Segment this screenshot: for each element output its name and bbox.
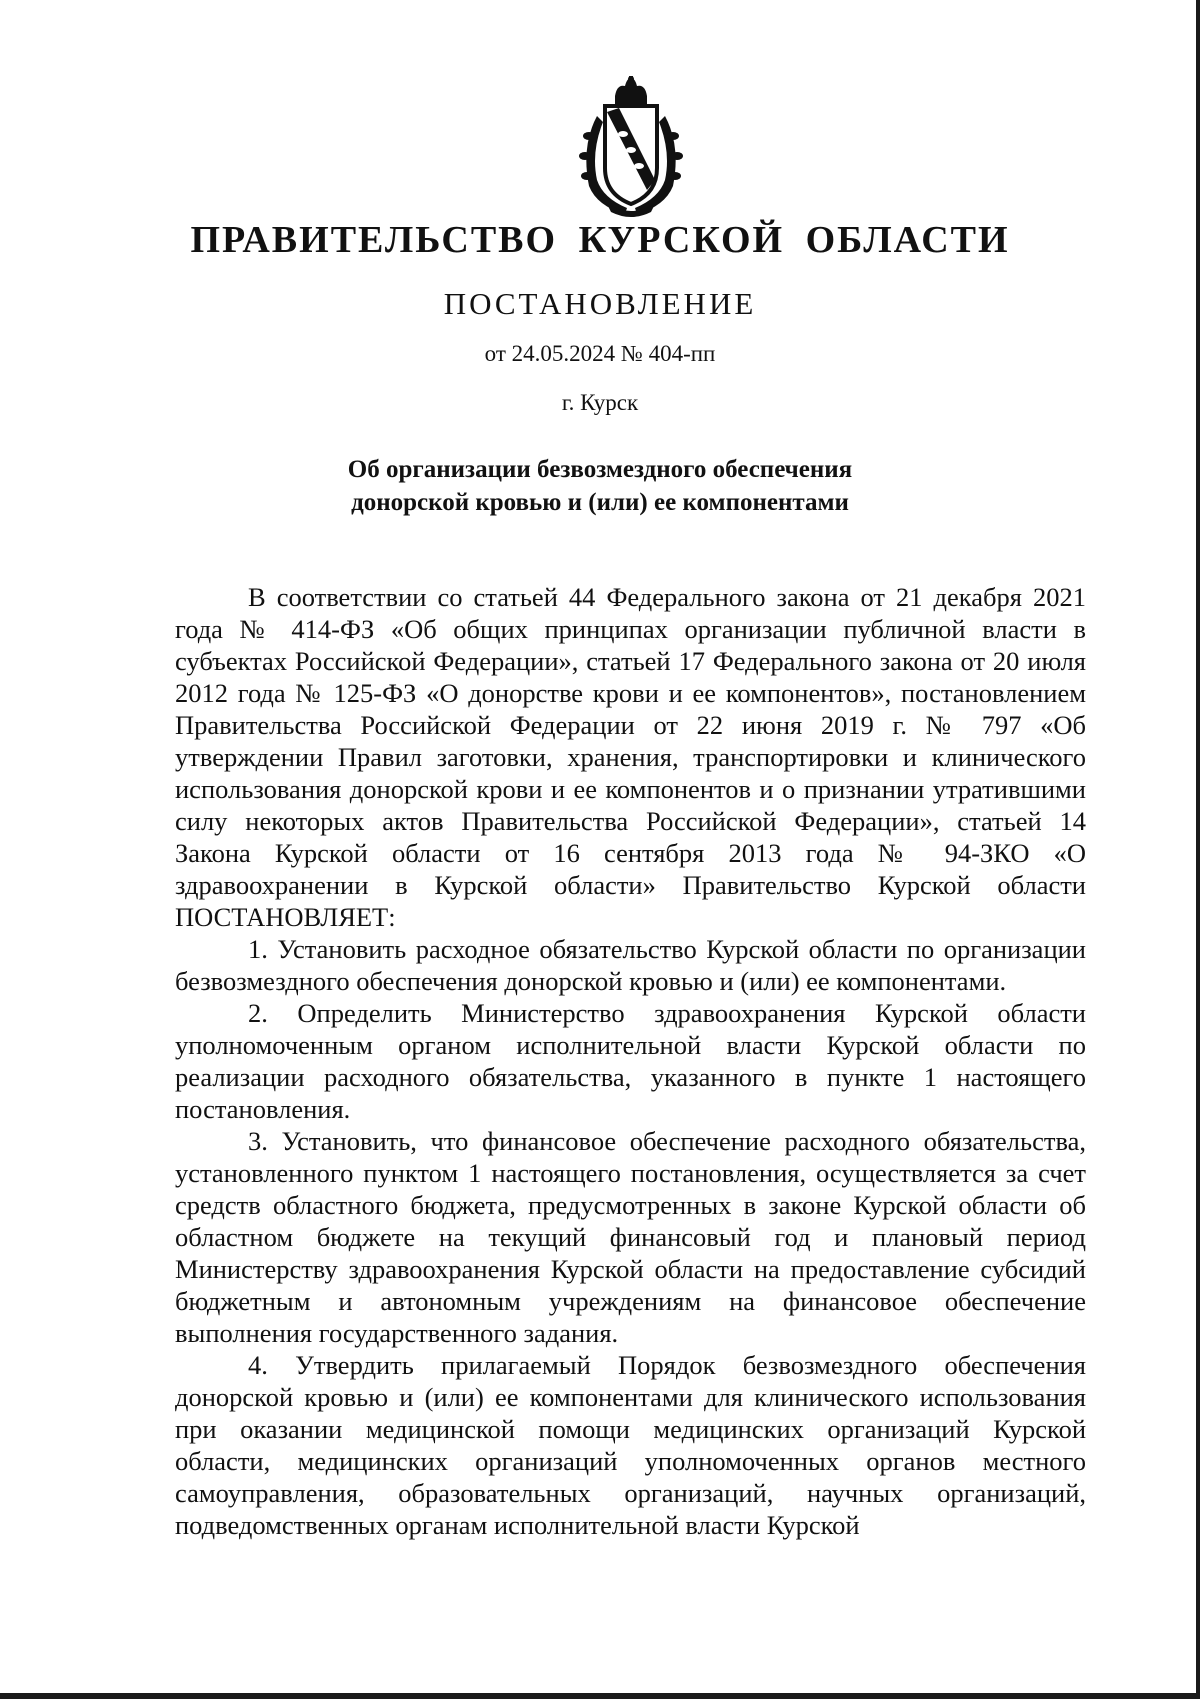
scan-edge-bottom bbox=[0, 1693, 1200, 1699]
document-subject bbox=[0, 453, 1200, 519]
document-type: ПОСТАНОВЛЕНИЕ bbox=[443, 286, 757, 321]
document-body bbox=[175, 581, 1086, 1541]
item-2-paragraph: 2. Определить Министерство здравоохранения Курской области уполномоченным органом исполнительной власти Курской области по реализации расходного обязательства, указанного в пункте 1 настоящего постановления. bbox=[175, 998, 1086, 1124]
document-date-number: от 24.05.2024 № 404-пп bbox=[484, 341, 716, 366]
document-subject-line-2: донорской кровью и (или) ее компонентами bbox=[351, 489, 849, 516]
item-3-paragraph: 3. Установить, что финансовое обеспечение расходного обязательства, установленного пунктом 1 настоящего постановления, осуществляется за счет средств областного бюджета, предусмотренных в законе Курской области об областном бюджете на текущий финансовый год и плановый период Министерству здравоохранения Курской области на предоставление субсидий бюджетным и автономным учреждениям на финансовое обеспечение выполнения государственного задания. bbox=[175, 1126, 1086, 1348]
preamble-paragraph: В соответствии со статьей 44 Федерального закона от 21 декабря 2021 года № 414-ФЗ «Об общих принципах организации публичной власти в субъектах Российской Федерации», статьей 17 Федерального закона от 20 июля 2012 года № 125-ФЗ «О донорстве крови и ее компонентов», постановлением Правительства Российской Федерации от 22 июня 2019 г. № 797 «Об утверждении Правил заготовки, хранения, транспортировки и клинического использования донорской крови и ее компонентов и о признании утратившими силу некоторых актов Правительства Российской Федерации», статьей 14 Закона Курской области от 16 сентября 2013 года № 94-ЗКО «О здравоохранении в Курской области» Правительство Курской области ПОСТАНОВЛЯЕТ: bbox=[175, 582, 1086, 932]
item-1-paragraph: 1. Установить расходное обязательство Курской области по организации безвозмездного обеспечения донорской кровью и (или) ее компонентами. bbox=[175, 934, 1086, 996]
coat-of-arms-icon bbox=[567, 76, 695, 218]
document-place: г. Курск bbox=[561, 390, 639, 415]
document-subject-line-1: Об организации безвозмездного обеспечения bbox=[347, 456, 853, 483]
item-4-paragraph: 4. Утвердить прилагаемый Порядок безвозмездного обеспечения донорской кровью и (или) ее компонентами для клинического использования при оказании медицинской помощи медицинских организаций Курской области, медицинских организаций уполномоченных органов местного самоуправления, образовательных организаций, научных организаций, подведомственных органам исполнительной власти Курской bbox=[175, 1350, 1086, 1540]
government-title: ПРАВИТЕЛЬСТВО КУРСКОЙ ОБЛАСТИ bbox=[190, 219, 1010, 261]
